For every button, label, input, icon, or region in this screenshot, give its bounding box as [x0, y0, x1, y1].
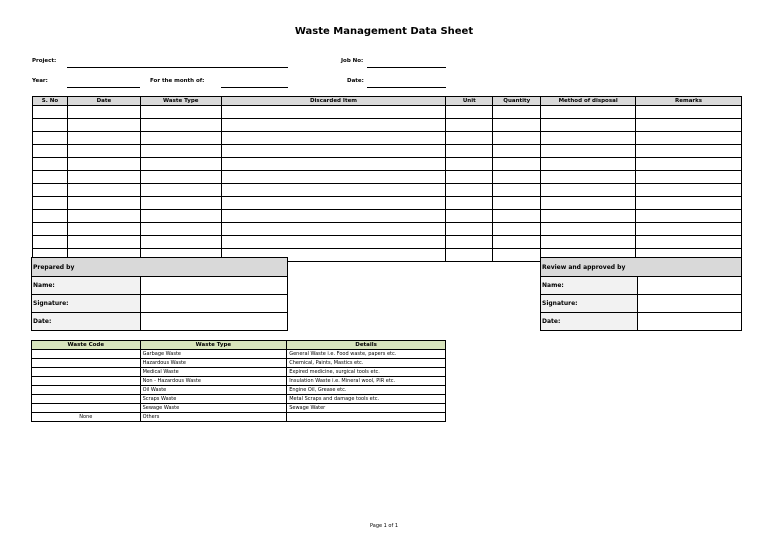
project-field[interactable] — [67, 67, 288, 68]
table-cell[interactable] — [140, 106, 221, 119]
table-cell[interactable] — [446, 210, 493, 223]
table-header-row — [33, 97, 742, 106]
waste-details-cell: Engine Oil, Grease etc. — [287, 386, 446, 395]
approved-signature-field[interactable] — [638, 295, 742, 313]
table-cell[interactable] — [140, 223, 221, 236]
table-cell[interactable] — [493, 197, 541, 210]
table-cell[interactable] — [636, 236, 742, 249]
table-cell[interactable] — [541, 171, 636, 184]
col-remarks: Remarks — [636, 97, 742, 106]
table-cell[interactable] — [636, 119, 742, 132]
table-cell[interactable] — [446, 197, 493, 210]
table-row — [33, 145, 742, 158]
table-cell[interactable] — [33, 223, 68, 236]
waste-code-row — [32, 377, 446, 386]
waste-code-cell — [32, 386, 141, 395]
waste-type-cell: Medical Waste — [140, 368, 287, 377]
waste-code-cell — [32, 350, 141, 359]
prepared-signature-label: Signature: — [32, 295, 141, 313]
col-details: Details — [287, 341, 446, 350]
approved-date-field[interactable] — [638, 313, 742, 331]
table-cell[interactable] — [541, 119, 636, 132]
table-cell[interactable] — [541, 184, 636, 197]
table-cell[interactable] — [493, 158, 541, 171]
waste-type-cell: Scraps Waste — [140, 395, 287, 404]
waste-type-cell: Others — [140, 413, 287, 422]
prepared-by-heading: Prepared by — [32, 258, 288, 277]
month-label: For the month of: — [150, 78, 205, 84]
waste-code-table — [31, 340, 446, 422]
prepared-date-field[interactable] — [141, 313, 288, 331]
table-cell[interactable] — [636, 171, 742, 184]
table-cell[interactable] — [541, 132, 636, 145]
table-cell[interactable] — [493, 132, 541, 145]
col-method-of-disposal: Method of disposal — [541, 97, 636, 106]
table-row — [33, 119, 742, 132]
waste-type-cell: Sewage Waste — [140, 404, 287, 413]
table-cell[interactable] — [446, 132, 493, 145]
prepared-by-block — [31, 257, 288, 331]
waste-data-table — [32, 96, 742, 262]
table-cell[interactable] — [67, 197, 140, 210]
table-cell[interactable] — [140, 145, 221, 158]
table-cell[interactable] — [221, 145, 446, 158]
table-cell[interactable] — [493, 210, 541, 223]
table-cell[interactable] — [140, 158, 221, 171]
waste-details-cell: Sewage Water — [287, 404, 446, 413]
table-row — [33, 210, 742, 223]
table-cell[interactable] — [140, 171, 221, 184]
table-cell[interactable] — [140, 184, 221, 197]
waste-details-cell: Chemical, Paints, Mastics etc. — [287, 359, 446, 368]
table-cell[interactable] — [493, 145, 541, 158]
table-cell[interactable] — [221, 119, 446, 132]
table-cell[interactable] — [140, 236, 221, 249]
table-cell[interactable] — [67, 171, 140, 184]
table-cell[interactable] — [33, 171, 68, 184]
waste-code-row — [32, 413, 446, 422]
table-cell[interactable] — [636, 106, 742, 119]
waste-details-cell — [287, 413, 446, 422]
waste-details-cell: Expired medicine, surgical tools etc. — [287, 368, 446, 377]
table-cell[interactable] — [493, 223, 541, 236]
table-cell[interactable] — [33, 210, 68, 223]
table-cell[interactable] — [221, 210, 446, 223]
table-cell[interactable] — [541, 236, 636, 249]
table-cell[interactable] — [636, 223, 742, 236]
year-field[interactable] — [67, 87, 140, 88]
table-cell[interactable] — [67, 158, 140, 171]
table-cell[interactable] — [636, 184, 742, 197]
waste-details-cell: General Waste i.e. Food waste, papers etc. — [287, 350, 446, 359]
table-cell[interactable] — [636, 197, 742, 210]
table-row — [33, 106, 742, 119]
table-row — [33, 184, 742, 197]
waste-code-row — [32, 368, 446, 377]
prepared-name-field[interactable] — [141, 277, 288, 295]
table-cell[interactable] — [221, 236, 446, 249]
date-label: Date: — [347, 78, 364, 84]
table-cell[interactable] — [221, 184, 446, 197]
table-row — [33, 236, 742, 249]
prepared-signature-field[interactable] — [141, 295, 288, 313]
waste-code-cell — [32, 368, 141, 377]
table-row — [33, 158, 742, 171]
col-date: Date — [67, 97, 140, 106]
table-cell[interactable] — [67, 106, 140, 119]
approved-date-label: Date: — [541, 313, 638, 331]
table-cell[interactable] — [221, 171, 446, 184]
table-cell[interactable] — [221, 197, 446, 210]
col-s-no: S. No — [33, 97, 68, 106]
table-cell[interactable] — [140, 119, 221, 132]
table-cell[interactable] — [493, 184, 541, 197]
col-discarded-item: Discarded Item — [221, 97, 446, 106]
project-label: Project: — [32, 58, 57, 64]
prepared-name-label: Name: — [32, 277, 141, 295]
table-cell[interactable] — [541, 197, 636, 210]
col-code-waste-type: Waste Type — [140, 341, 287, 350]
table-cell[interactable] — [446, 106, 493, 119]
table-cell[interactable] — [221, 132, 446, 145]
table-cell[interactable] — [493, 236, 541, 249]
date-field[interactable] — [367, 87, 446, 88]
table-cell[interactable] — [33, 106, 68, 119]
page-number: Page 1 of 1 — [369, 523, 399, 529]
waste-code-row — [32, 359, 446, 368]
table-cell[interactable] — [446, 184, 493, 197]
table-cell[interactable] — [541, 223, 636, 236]
table-cell[interactable] — [446, 236, 493, 249]
waste-code-row — [32, 404, 446, 413]
waste-code-row — [32, 395, 446, 404]
table-cell[interactable] — [446, 145, 493, 158]
col-waste-code: Waste Code — [32, 341, 141, 350]
table-cell[interactable] — [446, 249, 493, 262]
table-cell[interactable] — [67, 236, 140, 249]
table-cell[interactable] — [67, 223, 140, 236]
approved-signature-label: Signature: — [541, 295, 638, 313]
table-cell[interactable] — [636, 145, 742, 158]
table-cell[interactable] — [446, 171, 493, 184]
table-cell[interactable] — [541, 158, 636, 171]
waste-code-cell — [32, 359, 141, 368]
prepared-date-label: Date: — [32, 313, 141, 331]
waste-type-cell: Hazardous Waste — [140, 359, 287, 368]
table-cell[interactable] — [221, 158, 446, 171]
job-no-field[interactable] — [367, 67, 446, 68]
approved-name-label: Name: — [541, 277, 638, 295]
table-cell[interactable] — [221, 223, 446, 236]
col-waste-type: Waste Type — [140, 97, 221, 106]
table-cell[interactable] — [493, 249, 541, 262]
table-cell[interactable] — [33, 158, 68, 171]
table-cell[interactable] — [33, 236, 68, 249]
table-cell[interactable] — [541, 106, 636, 119]
waste-code-row — [32, 350, 446, 359]
waste-code-cell: None — [32, 413, 141, 422]
table-row — [33, 223, 742, 236]
table-cell[interactable] — [33, 197, 68, 210]
table-cell[interactable] — [493, 171, 541, 184]
table-cell[interactable] — [33, 132, 68, 145]
table-cell[interactable] — [446, 119, 493, 132]
approved-by-block — [540, 257, 742, 331]
table-cell[interactable] — [67, 119, 140, 132]
table-cell[interactable] — [541, 145, 636, 158]
table-cell[interactable] — [636, 132, 742, 145]
table-cell[interactable] — [140, 197, 221, 210]
waste-code-cell — [32, 404, 141, 413]
table-cell[interactable] — [446, 158, 493, 171]
col-quantity: Quantity — [493, 97, 541, 106]
table-cell[interactable] — [493, 106, 541, 119]
waste-code-header-row — [32, 341, 446, 350]
approved-by-heading: Review and approved by — [541, 258, 742, 277]
waste-code-cell — [32, 377, 141, 386]
table-row — [33, 132, 742, 145]
table-cell[interactable] — [636, 210, 742, 223]
page-title: Waste Management Data Sheet — [294, 26, 474, 37]
table-cell[interactable] — [67, 210, 140, 223]
month-field[interactable] — [221, 87, 288, 88]
table-cell[interactable] — [493, 119, 541, 132]
table-cell[interactable] — [140, 210, 221, 223]
waste-type-cell: Garbage Waste — [140, 350, 287, 359]
table-cell[interactable] — [67, 145, 140, 158]
job-no-label: Job No: — [341, 58, 364, 64]
waste-details-cell: Metal Scraps and damage tools etc. — [287, 395, 446, 404]
table-cell[interactable] — [33, 184, 68, 197]
table-cell[interactable] — [33, 145, 68, 158]
table-cell[interactable] — [140, 132, 221, 145]
table-cell[interactable] — [33, 119, 68, 132]
table-cell[interactable] — [67, 132, 140, 145]
waste-code-cell — [32, 395, 141, 404]
table-cell[interactable] — [67, 184, 140, 197]
table-cell[interactable] — [221, 106, 446, 119]
col-unit: Unit — [446, 97, 493, 106]
table-row — [33, 197, 742, 210]
table-row — [33, 171, 742, 184]
approved-name-field[interactable] — [638, 277, 742, 295]
waste-type-cell: Non - Hazardous Waste — [140, 377, 287, 386]
waste-details-cell: Insulation Waste i.e. Mineral wool, PIR etc. — [287, 377, 446, 386]
waste-code-row — [32, 386, 446, 395]
table-cell[interactable] — [636, 158, 742, 171]
table-cell[interactable] — [541, 210, 636, 223]
waste-type-cell: Oil Waste — [140, 386, 287, 395]
table-cell[interactable] — [446, 223, 493, 236]
year-label: Year: — [32, 78, 48, 84]
